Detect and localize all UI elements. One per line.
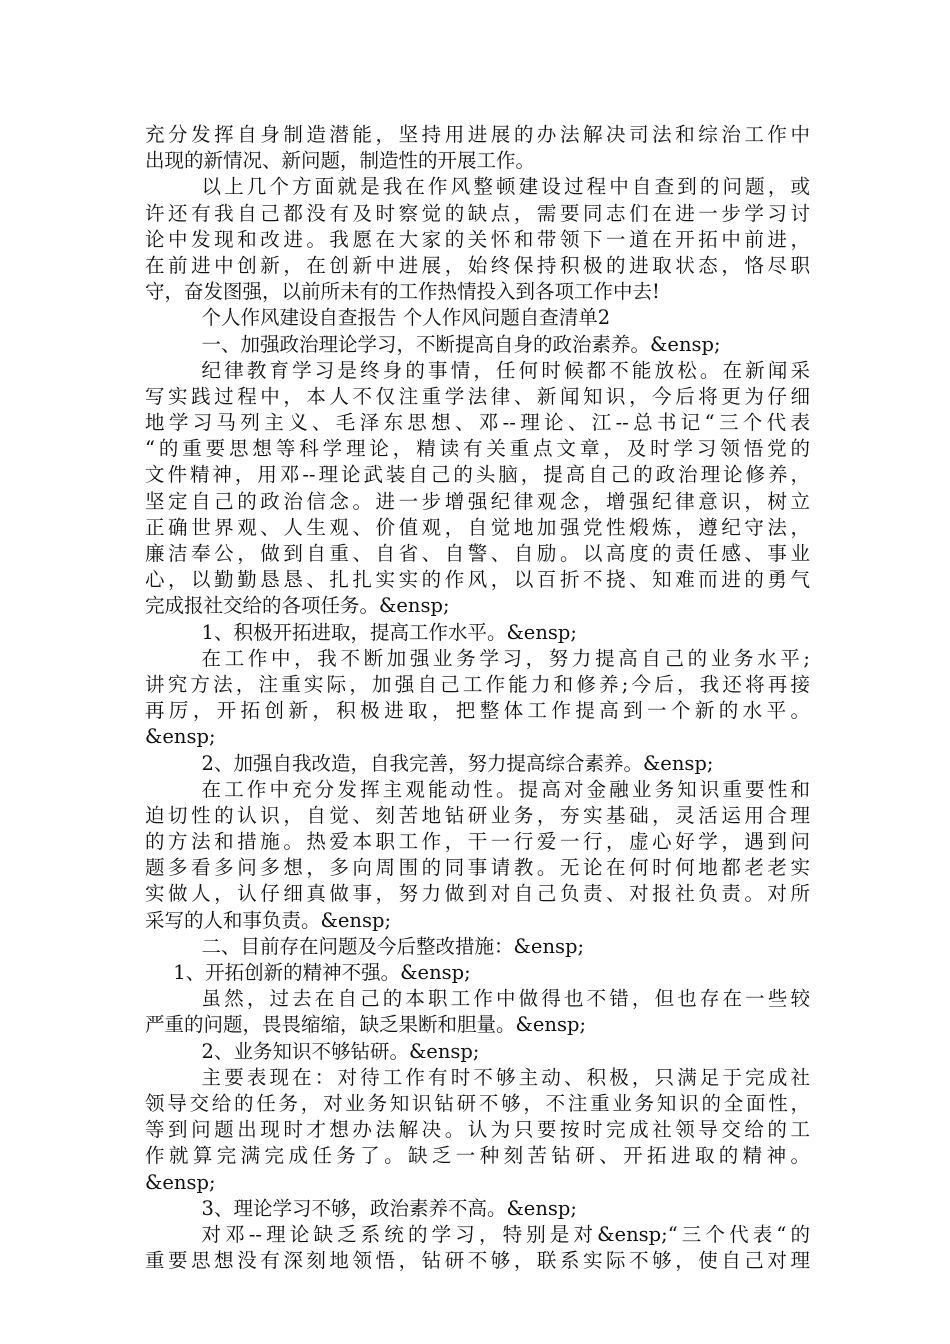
document-line: 写实践过程中，本人不仅注重学法律、新闻知识，今后将更为仔细: [145, 384, 810, 408]
document-line: 在工作中，我不断加强业务学习，努力提高自己的业务水平;: [201, 646, 810, 670]
document-line: 领导交给的任务，对业务知识钻研不够，不注重业务知识的全面性，: [145, 1091, 810, 1115]
document-line: 重要思想没有深刻地领悟，钻研不够，联系实际不够，使自己对理: [145, 1249, 810, 1273]
document-line: 3、理论学习不够，政治素养不高。&ensp;: [201, 1196, 577, 1220]
document-line: 坚定自己的政治信念。进一步增强纪律观念，增强纪律意识，树立: [145, 489, 810, 513]
document-line: 采写的人和事负责。&ensp;: [145, 908, 392, 932]
document-line: 个人作风建设自查报告 个人作风问题自查清单2: [201, 306, 611, 330]
document-line: &ensp;: [145, 725, 216, 749]
document-line: 正确世界观、人生观、价值观，自觉地加强党性煅炼，遵纪守法，: [145, 515, 810, 539]
document-line: 严重的问题，畏畏缩缩，缺乏果断和胆量。&ensp;: [145, 1013, 587, 1037]
document-body: [145, 122, 810, 1274]
document-line: 以上几个方面就是我在作风整顿建设过程中自查到的问题，或: [201, 175, 810, 199]
document-line: 题多看多问多想，多向周围的同事请教。无论在何时何地都老老实: [145, 856, 810, 880]
document-line: &ensp;: [145, 1170, 216, 1194]
document-line: 迫切性的认识，自觉、刻苦地钻研业务，夯实基础，灵活运用合理: [145, 803, 810, 827]
document-line: 完成报社交给的各项任务。&ensp;: [145, 594, 450, 618]
document-line: 虽然，过去在自己的本职工作中做得也不错，但也存在一些较: [201, 987, 810, 1011]
document-line: 许还有我自己都没有及时察觉的缺点，需要同志们在进一步学习讨: [145, 201, 810, 225]
document-line: 1、开拓创新的精神不强。&ensp;: [173, 961, 471, 984]
document-line: 纪律教育学习是终身的事情，任何时候都不能放松。在新闻采: [201, 358, 810, 382]
document-line: 作就算完满完成任务了。缺乏一种刻苦钻研、开拓进取的精神。: [145, 1144, 810, 1168]
document-line: 二、目前存在问题及今后整改措施：&ensp;: [201, 934, 585, 958]
document-line: 讲究方法，注重实际，加强自己工作能力和修养;今后，我还将再接: [145, 672, 810, 696]
document-line: 的方法和措施。热爱本职工作，干一行爱一行，虚心好学，遇到问: [145, 830, 810, 854]
document-line: 文件精神，用邓--理论武装自己的头脑，提高自己的政治理论修养，: [145, 463, 810, 487]
document-line: 实做人，认仔细真做事，努力做到对自己负责、对报社负责。对所: [145, 882, 810, 906]
document-line: 主要表现在：对待工作有时不够主动、积极，只满足于完成社: [201, 1065, 810, 1089]
document-line: 论中发现和改进。我愿在大家的关怀和带领下一道在开拓中前进，: [145, 227, 810, 251]
document-line: 对邓--理论缺乏系统的学习，特别是对&ensp;“三个代表“的: [201, 1222, 810, 1246]
document-line: 充分发挥自身制造潜能，坚持用进展的办法解决司法和综治工作中: [145, 123, 810, 146]
document-line: 一、加强政治理论学习，不断提高自身的政治素养。&ensp;: [201, 332, 721, 356]
document-line: “的重要思想等科学理论，精读有关重点文章，及时学习领悟党的: [145, 437, 810, 461]
document-line: 2、加强自我改造，自我完善，努力提高综合素养。&ensp;: [201, 751, 714, 775]
document-line: 守，奋发图强，以前所未有的工作热情投入到各项工作中去!: [145, 280, 660, 304]
document-line: 廉洁奉公，做到自重、自省、自警、自励。以高度的责任感、事业: [145, 542, 810, 565]
document-line: 2、业务知识不够钻研。&ensp;: [201, 1039, 480, 1063]
document-line: 在前进中创新，在创新中进展，始终保持积极的进取状态，恪尽职: [145, 253, 810, 277]
document-line: 地学习马列主义、毛泽东思想、邓--理论、江--总书记“三个代表: [145, 411, 810, 435]
document-line: 再厉，开拓创新，积极进取，把整体工作提高到一个新的水平。: [145, 699, 810, 723]
document-line: 1、积极开拓进取，提高工作水平。&ensp;: [201, 620, 577, 644]
document-line: 出现的新情况、新问题，制造性的开展工作。: [145, 149, 536, 173]
document-line: 心，以勤勤恳恳、扎扎实实的作风，以百折不挠、知难而进的勇气: [145, 568, 810, 592]
document-line: 等到问题出现时才想办法解决。认为只要按时完成社领导交给的工: [145, 1118, 810, 1142]
document-line: 在工作中充分发挥主观能动性。提高对金融业务知识重要性和: [201, 777, 810, 801]
